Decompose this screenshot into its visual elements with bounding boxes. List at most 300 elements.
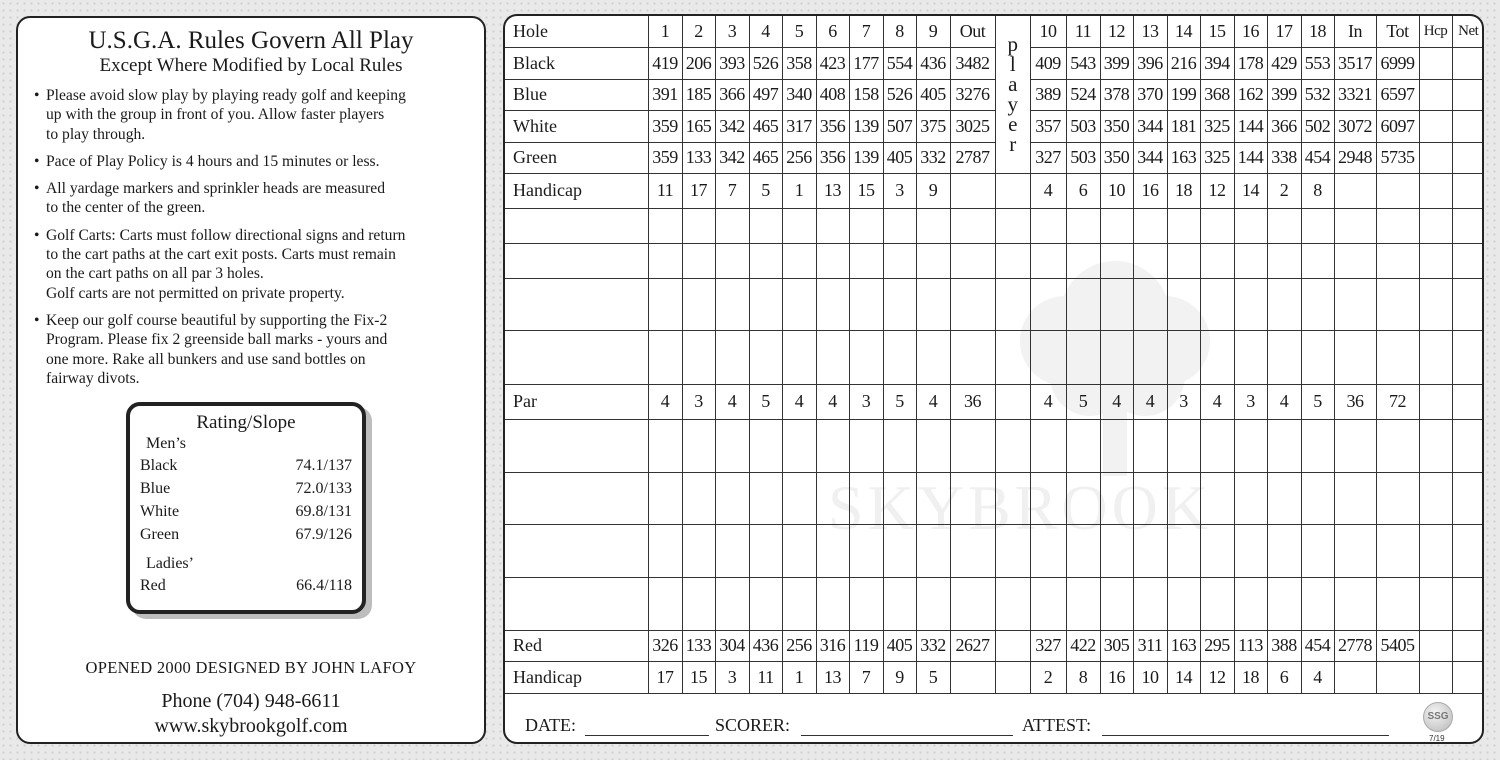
score-cell[interactable] [816, 330, 849, 384]
value-cell: 18 [1301, 16, 1334, 47]
score-cell[interactable] [782, 524, 816, 577]
score-cell[interactable] [1200, 524, 1234, 577]
scorer-label: SCORER: [715, 715, 791, 735]
score-cell[interactable] [749, 524, 782, 577]
score-cell[interactable] [1030, 243, 1066, 278]
score-cell[interactable] [1234, 330, 1267, 384]
score-cell[interactable] [1066, 278, 1100, 330]
value-cell: 342 [715, 142, 749, 173]
score-cell[interactable] [1100, 577, 1133, 630]
score-cell[interactable] [916, 208, 950, 243]
score-cell[interactable] [1376, 208, 1419, 243]
score-cell[interactable] [916, 278, 950, 330]
score-cell[interactable] [995, 208, 1030, 243]
score-cell[interactable] [1167, 419, 1200, 472]
score-cell[interactable] [1267, 330, 1301, 384]
net-cell[interactable] [1452, 243, 1484, 278]
rating-row: Black 74.1/137 [140, 457, 352, 474]
hcp-row [505, 173, 1484, 208]
score-cell[interactable] [715, 419, 749, 472]
score-cell[interactable] [1234, 472, 1267, 524]
score-cell[interactable] [1133, 524, 1167, 577]
score-cell[interactable] [715, 524, 749, 577]
score-cell[interactable] [849, 278, 883, 330]
score-cell[interactable] [1200, 577, 1234, 630]
score-cell[interactable] [1234, 577, 1267, 630]
score-cell[interactable] [682, 577, 715, 630]
score-cell[interactable] [916, 472, 950, 524]
score-cell[interactable] [1133, 330, 1167, 384]
score-cell[interactable] [1301, 208, 1334, 243]
value-cell: 7 [849, 16, 883, 47]
hcp-cell[interactable] [1419, 630, 1452, 661]
score-cell[interactable] [682, 243, 715, 278]
score-cell[interactable] [1066, 243, 1100, 278]
value-cell: 2948 [1334, 142, 1376, 173]
value-cell: 9 [883, 661, 916, 693]
score-cell[interactable] [749, 419, 782, 472]
tee-row [505, 47, 1484, 79]
score-cell[interactable] [916, 419, 950, 472]
net-cell[interactable] [1452, 630, 1484, 661]
score-cell[interactable] [1100, 330, 1133, 384]
score-cell[interactable] [715, 472, 749, 524]
score-cell[interactable] [1100, 419, 1133, 472]
score-cell[interactable] [749, 472, 782, 524]
score-cell[interactable] [1066, 472, 1100, 524]
score-cell[interactable] [1234, 243, 1267, 278]
score-cell[interactable] [648, 472, 682, 524]
value-cell: 326 [648, 630, 682, 661]
value-cell: 375 [916, 110, 950, 142]
score-cell[interactable] [883, 577, 916, 630]
score-cell[interactable] [816, 243, 849, 278]
score-cell[interactable] [648, 330, 682, 384]
score-cell[interactable] [1100, 243, 1133, 278]
score-cell[interactable] [1234, 208, 1267, 243]
score-cell[interactable] [1066, 208, 1100, 243]
hcp-cell[interactable] [1419, 384, 1452, 419]
net-cell[interactable] [1452, 384, 1484, 419]
player-name-cell[interactable] [505, 243, 648, 278]
value-cell: 163 [1167, 630, 1200, 661]
hcp-cell[interactable] [1419, 79, 1452, 110]
score-cell[interactable] [1133, 419, 1167, 472]
score-cell[interactable] [1376, 330, 1419, 384]
score-cell[interactable] [1167, 278, 1200, 330]
score-cell[interactable] [648, 419, 682, 472]
hcp-cell[interactable] [1419, 47, 1452, 79]
net-cell[interactable] [1452, 110, 1484, 142]
value-cell: 436 [749, 630, 782, 661]
value-cell: 14 [1167, 16, 1200, 47]
score-cell[interactable] [749, 208, 782, 243]
value-cell: 465 [749, 142, 782, 173]
value-cell: 15 [849, 173, 883, 208]
score-cell[interactable] [1100, 208, 1133, 243]
score-cell[interactable] [1267, 577, 1301, 630]
net-cell[interactable] [1452, 577, 1484, 630]
value-cell: 357 [1030, 110, 1066, 142]
score-cell[interactable] [1334, 330, 1376, 384]
hcp-cell[interactable] [1419, 419, 1452, 472]
score-cell[interactable] [1267, 419, 1301, 472]
score-cell[interactable] [782, 472, 816, 524]
score-cell[interactable] [995, 577, 1030, 630]
date-field[interactable] [585, 735, 709, 736]
score-cell[interactable] [1376, 472, 1419, 524]
score-cell[interactable] [1376, 419, 1419, 472]
value-cell: 344 [1133, 142, 1167, 173]
value-cell [1376, 173, 1419, 208]
player-name-cell[interactable] [505, 419, 648, 472]
score-cell[interactable] [1200, 472, 1234, 524]
phone-number: Phone (704) 948-6611 [161, 690, 341, 712]
score-cell[interactable] [715, 243, 749, 278]
score-cell[interactable] [1301, 419, 1334, 472]
hcp-cell[interactable] [1419, 577, 1452, 630]
score-cell[interactable] [916, 330, 950, 384]
value-cell: 18 [1234, 661, 1267, 693]
score-cell[interactable] [1267, 243, 1301, 278]
score-cell[interactable] [782, 243, 816, 278]
value-cell: 4 [1100, 384, 1133, 419]
score-cell[interactable] [1200, 278, 1234, 330]
value-cell: 177 [849, 47, 883, 79]
score-cell[interactable] [1334, 524, 1376, 577]
rule-item: • Keep our golf course beautiful by supporting the Fix-2 Program. Please fix 2 greenside ball marks - yours and one more. Rake all bunkers and use sand bottles on fairway divots. [34, 311, 468, 388]
score-cell[interactable] [1030, 208, 1066, 243]
score-cell[interactable] [1200, 208, 1234, 243]
score-cell[interactable] [816, 577, 849, 630]
score-cell[interactable] [682, 208, 715, 243]
score-cell[interactable] [1030, 278, 1066, 330]
mens-label: Men’s [146, 435, 186, 452]
score-cell[interactable] [950, 278, 995, 330]
tee-row [505, 110, 1484, 142]
score-cell[interactable] [816, 208, 849, 243]
value-cell: 5 [749, 173, 782, 208]
value-cell: 13 [816, 173, 849, 208]
score-cell[interactable] [1376, 577, 1419, 630]
score-cell[interactable] [1167, 208, 1200, 243]
score-cell[interactable] [883, 278, 916, 330]
score-cell[interactable] [1234, 278, 1267, 330]
net-cell[interactable] [1452, 524, 1484, 577]
score-cell[interactable] [782, 208, 816, 243]
value-cell: 2 [1030, 661, 1066, 693]
score-cell[interactable] [1133, 243, 1167, 278]
net-cell[interactable] [1452, 47, 1484, 79]
hcp-cell[interactable] [1419, 330, 1452, 384]
value-cell: 317 [782, 110, 816, 142]
score-cell[interactable] [1200, 419, 1234, 472]
hcp-cell[interactable] [1419, 661, 1452, 693]
score-cell[interactable] [1100, 524, 1133, 577]
score-cell[interactable] [1030, 472, 1066, 524]
score-cell[interactable] [749, 577, 782, 630]
website-link[interactable]: www.skybrookgolf.com [154, 715, 348, 737]
net-cell[interactable] [1452, 79, 1484, 110]
score-cell[interactable] [782, 278, 816, 330]
value-cell: 5 [916, 661, 950, 693]
score-cell[interactable] [782, 330, 816, 384]
value-cell: Out [950, 16, 995, 47]
value-cell: 389 [1030, 79, 1066, 110]
score-cell[interactable] [883, 419, 916, 472]
value-cell: 9 [916, 16, 950, 47]
net-cell[interactable] [1452, 661, 1484, 693]
score-cell[interactable] [1301, 472, 1334, 524]
score-cell[interactable] [1200, 243, 1234, 278]
score-cell[interactable] [883, 472, 916, 524]
net-cell[interactable] [1452, 330, 1484, 384]
score-cell[interactable] [883, 208, 916, 243]
value-cell: 13 [816, 661, 849, 693]
score-cell[interactable] [1030, 419, 1066, 472]
score-cell[interactable] [1100, 472, 1133, 524]
value-cell: 358 [782, 47, 816, 79]
score-cell[interactable] [1334, 243, 1376, 278]
score-cell[interactable] [782, 577, 816, 630]
score-cell[interactable] [1167, 472, 1200, 524]
score-cell[interactable] [816, 524, 849, 577]
score-cell[interactable] [816, 419, 849, 472]
score-cell[interactable] [715, 330, 749, 384]
score-cell[interactable] [916, 243, 950, 278]
score-cell[interactable] [1133, 472, 1167, 524]
score-cell[interactable] [995, 278, 1030, 330]
value-cell: 3 [715, 16, 749, 47]
value-cell: 378 [1100, 79, 1133, 110]
value-cell: 6597 [1376, 79, 1419, 110]
score-cell[interactable] [749, 243, 782, 278]
value-cell [950, 173, 995, 208]
net-cell[interactable] [1452, 142, 1484, 173]
score-cell[interactable] [950, 243, 995, 278]
score-cell[interactable] [648, 577, 682, 630]
score-cell[interactable] [1066, 524, 1100, 577]
skybrook-watermark: SKYBROOK [827, 472, 1213, 543]
score-cell[interactable] [950, 577, 995, 630]
score-cell[interactable] [883, 243, 916, 278]
scorecard-table [505, 16, 1484, 694]
row-label: Handicap [505, 173, 648, 208]
value-cell: 5 [883, 384, 916, 419]
value-cell: 554 [883, 47, 916, 79]
value-cell: 497 [749, 79, 782, 110]
value-cell: 8 [1066, 661, 1100, 693]
value-cell: 388 [1267, 630, 1301, 661]
score-cell[interactable] [950, 208, 995, 243]
score-cell[interactable] [1334, 278, 1376, 330]
score-cell[interactable] [1200, 330, 1234, 384]
value-cell: 9 [916, 173, 950, 208]
score-cell[interactable] [682, 524, 715, 577]
value-cell: 162 [1234, 79, 1267, 110]
score-cell[interactable] [1267, 208, 1301, 243]
score-cell[interactable] [849, 524, 883, 577]
score-cell[interactable] [1234, 419, 1267, 472]
value-cell: 405 [883, 142, 916, 173]
hcp-cell[interactable] [1419, 110, 1452, 142]
score-cell[interactable] [715, 577, 749, 630]
net-cell[interactable] [1452, 278, 1484, 330]
red-row [505, 630, 1484, 661]
score-cell[interactable] [1066, 577, 1100, 630]
score-cell[interactable] [715, 278, 749, 330]
hcp-cell[interactable] [1419, 173, 1452, 208]
score-cell[interactable] [1376, 524, 1419, 577]
value-cell: 10 [1030, 16, 1066, 47]
score-cell[interactable] [849, 472, 883, 524]
value-cell: 332 [916, 142, 950, 173]
net-cell[interactable] [1452, 472, 1484, 524]
score-cell[interactable] [1334, 472, 1376, 524]
score-cell[interactable] [1133, 278, 1167, 330]
score-cell[interactable] [995, 472, 1030, 524]
score-cell[interactable] [1167, 330, 1200, 384]
spacer-cell [995, 384, 1030, 419]
value-cell: 113 [1234, 630, 1267, 661]
score-cell[interactable] [1234, 524, 1267, 577]
score-cell[interactable] [849, 243, 883, 278]
value-cell: 526 [749, 47, 782, 79]
hcp-cell[interactable] [1419, 208, 1452, 243]
score-cell[interactable] [1301, 278, 1334, 330]
net-cell[interactable] [1452, 173, 1484, 208]
score-cell[interactable] [1133, 577, 1167, 630]
score-entry-row [505, 419, 1484, 472]
value-cell: 10 [1133, 661, 1167, 693]
score-cell[interactable] [916, 524, 950, 577]
score-cell[interactable] [1301, 243, 1334, 278]
net-cell[interactable] [1452, 419, 1484, 472]
score-cell[interactable] [849, 330, 883, 384]
score-cell[interactable] [1376, 278, 1419, 330]
score-cell[interactable] [1066, 330, 1100, 384]
score-cell[interactable] [1167, 243, 1200, 278]
score-cell[interactable] [682, 330, 715, 384]
value-cell: 18 [1167, 173, 1200, 208]
score-cell[interactable] [782, 419, 816, 472]
hcp-cell[interactable] [1419, 243, 1452, 278]
value-cell: 6999 [1376, 47, 1419, 79]
player-name-cell[interactable] [505, 524, 648, 577]
attest-field[interactable] [1102, 735, 1389, 736]
score-cell[interactable] [883, 524, 916, 577]
score-cell[interactable] [816, 472, 849, 524]
score-cell[interactable] [1066, 419, 1100, 472]
hcp2-row [505, 661, 1484, 693]
value-cell: 178 [1234, 47, 1267, 79]
rules-subtitle: Except Where Modified by Local Rules [99, 55, 403, 76]
score-cell[interactable] [1334, 577, 1376, 630]
score-entry-row [505, 472, 1484, 524]
score-cell[interactable] [1376, 243, 1419, 278]
score-cell[interactable] [715, 208, 749, 243]
score-cell[interactable] [995, 524, 1030, 577]
score-cell[interactable] [1267, 524, 1301, 577]
score-cell[interactable] [950, 330, 995, 384]
value-cell: 3072 [1334, 110, 1376, 142]
value-cell: 344 [1133, 110, 1167, 142]
score-cell[interactable] [995, 243, 1030, 278]
player-name-cell[interactable] [505, 577, 648, 630]
value-cell: 396 [1133, 47, 1167, 79]
score-cell[interactable] [1030, 330, 1066, 384]
hcp-cell[interactable] [1419, 278, 1452, 330]
score-cell[interactable] [1301, 524, 1334, 577]
score-cell[interactable] [849, 208, 883, 243]
score-cell[interactable] [916, 577, 950, 630]
score-cell[interactable] [682, 419, 715, 472]
hcp-cell[interactable] [1419, 472, 1452, 524]
score-cell[interactable] [648, 524, 682, 577]
score-cell[interactable] [950, 472, 995, 524]
score-cell[interactable] [1167, 524, 1200, 577]
value-cell: 340 [782, 79, 816, 110]
score-cell[interactable] [648, 208, 682, 243]
hcp-cell[interactable] [1419, 142, 1452, 173]
score-cell[interactable] [1030, 524, 1066, 577]
net-cell[interactable] [1452, 208, 1484, 243]
value-cell: 503 [1066, 142, 1100, 173]
score-cell[interactable] [682, 278, 715, 330]
score-cell[interactable] [816, 278, 849, 330]
score-cell[interactable] [1301, 330, 1334, 384]
hcp-cell[interactable] [1419, 524, 1452, 577]
player-name-cell[interactable] [505, 278, 648, 330]
score-cell[interactable] [1100, 278, 1133, 330]
score-cell[interactable] [995, 330, 1030, 384]
value-cell: 2787 [950, 142, 995, 173]
player-name-cell[interactable] [505, 472, 648, 524]
score-cell[interactable] [1167, 577, 1200, 630]
tee-row [505, 142, 1484, 173]
value-cell: 507 [883, 110, 916, 142]
score-cell[interactable] [682, 472, 715, 524]
value-cell: 419 [648, 47, 682, 79]
score-cell[interactable] [1334, 419, 1376, 472]
value-cell: 15 [1200, 16, 1234, 47]
score-cell[interactable] [849, 419, 883, 472]
score-cell[interactable] [1267, 278, 1301, 330]
score-cell[interactable] [1267, 472, 1301, 524]
score-cell[interactable] [883, 330, 916, 384]
value-cell: 72 [1376, 384, 1419, 419]
player-name-cell[interactable] [505, 208, 648, 243]
player-name-cell[interactable] [505, 330, 648, 384]
score-cell[interactable] [950, 524, 995, 577]
score-cell[interactable] [1133, 208, 1167, 243]
value-cell: 11 [1066, 16, 1100, 47]
value-cell: 3025 [950, 110, 995, 142]
score-cell[interactable] [950, 419, 995, 472]
score-cell[interactable] [749, 278, 782, 330]
score-cell[interactable] [995, 419, 1030, 472]
score-cell[interactable] [1301, 577, 1334, 630]
score-cell[interactable] [648, 243, 682, 278]
scorer-field[interactable] [801, 735, 1013, 736]
score-cell[interactable] [749, 330, 782, 384]
score-cell[interactable] [648, 278, 682, 330]
spacer-cell [995, 661, 1030, 693]
score-cell[interactable] [1030, 577, 1066, 630]
value-cell: 304 [715, 630, 749, 661]
score-cell[interactable] [849, 577, 883, 630]
score-cell[interactable] [1334, 208, 1376, 243]
